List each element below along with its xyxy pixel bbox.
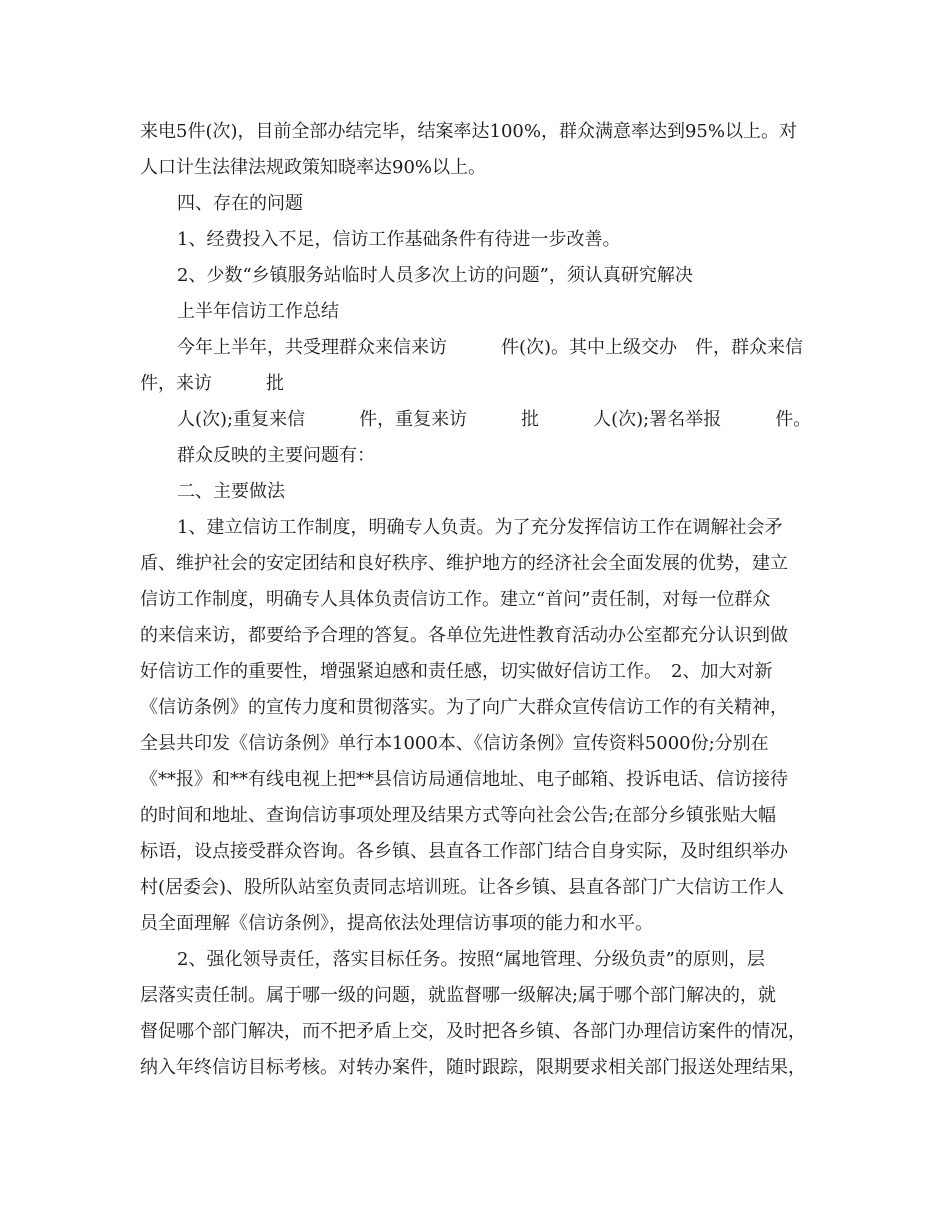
text-line: 纳入年终信访目标考核。对转办案件，随时跟踪，限期要求相关部门报送处理结果， bbox=[140, 1057, 806, 1078]
text-line: 信访工作制度，明确专人具体负责信访工作。建立“首问”责任制，对每一位群众 bbox=[140, 589, 771, 610]
document-body bbox=[140, 114, 830, 1086]
text-line: 全县共印发《信访条例》单行本1000本、《信访条例》宣传资料5000份;分别在 bbox=[140, 733, 769, 754]
text-line: 《信访条例》的宣传力度和贯彻落实。为了向广大群众宣传信访工作的有关精神， bbox=[140, 697, 788, 718]
text-line: 1、经费投入不足，信访工作基础条件有待进一步改善。 bbox=[177, 229, 621, 250]
text-line: 人(次);重复来信 件，重复来访 批 人(次);署名举报 件。 bbox=[177, 409, 812, 430]
text-line: 员全面理解《信访条例》，提高依法处理信访事项的能力和水平。 bbox=[140, 913, 653, 934]
text-line: 二、主要做法 bbox=[177, 481, 285, 502]
text-line: 盾、维护社会的安定团结和良好秩序、维护地方的经济社会全面发展的优势，建立 bbox=[140, 553, 788, 574]
text-line: 的来信来访，都要给予合理的答复。各单位先进性教育活动办公室都充分认识到做 bbox=[140, 625, 788, 646]
text-line: 人口计生法律法规政策知晓率达90%以上。 bbox=[140, 157, 487, 178]
text-line: 层落实责任制。属于哪一级的问题，就监督哪一级解决;属于哪个部门解决的，就 bbox=[140, 985, 777, 1006]
text-line: 2、少数“乡镇服务站临时人员多次上访的问题”，须认真研究解决 bbox=[177, 265, 693, 286]
text-line: 标语，设点接受群众咨询。各乡镇、县直各工作部门结合自身实际，及时组织举办 bbox=[140, 841, 788, 862]
text-line: 来电5件(次)，目前全部办结完毕，结案率达100%，群众满意率达到95%以上。对 bbox=[140, 121, 797, 142]
text-line: 2、强化领导责任，落实目标任务。按照“属地管理、分级负责”的原则，层 bbox=[177, 949, 765, 970]
text-line: 村(居委会)、股所队站室负责同志培训班。让各乡镇、县直各部门广大信访工作人 bbox=[140, 877, 785, 898]
text-line: 今年上半年，共受理群众来信来访 件(次)。其中上级交办 件，群众来信 bbox=[177, 337, 804, 358]
text-line: 件，来访 批 bbox=[140, 373, 284, 394]
text-line: 的时间和地址、查询信访事项处理及结果方式等向社会公告;在部分乡镇张贴大幅 bbox=[140, 805, 777, 826]
text-line: 好信访工作的重要性，增强紧迫感和责任感，切实做好信访工作。 2、加大对新 bbox=[140, 661, 773, 682]
text-line: 1、建立信访工作制度，明确专人负责。为了充分发挥信访工作在调解社会矛 bbox=[177, 517, 783, 538]
text-line: 《**报》和**有线电视上把**县信访局通信地址、电子邮箱、投诉电话、信访接待 bbox=[140, 769, 788, 790]
text-line: 四、存在的问题 bbox=[177, 193, 303, 214]
text-line: 上半年信访工作总结 bbox=[177, 301, 339, 322]
text-line: 督促哪个部门解决，而不把矛盾上交，及时把各乡镇、各部门办理信访案件的情况， bbox=[140, 1021, 806, 1042]
text-line: 群众反映的主要问题有： bbox=[177, 445, 375, 466]
